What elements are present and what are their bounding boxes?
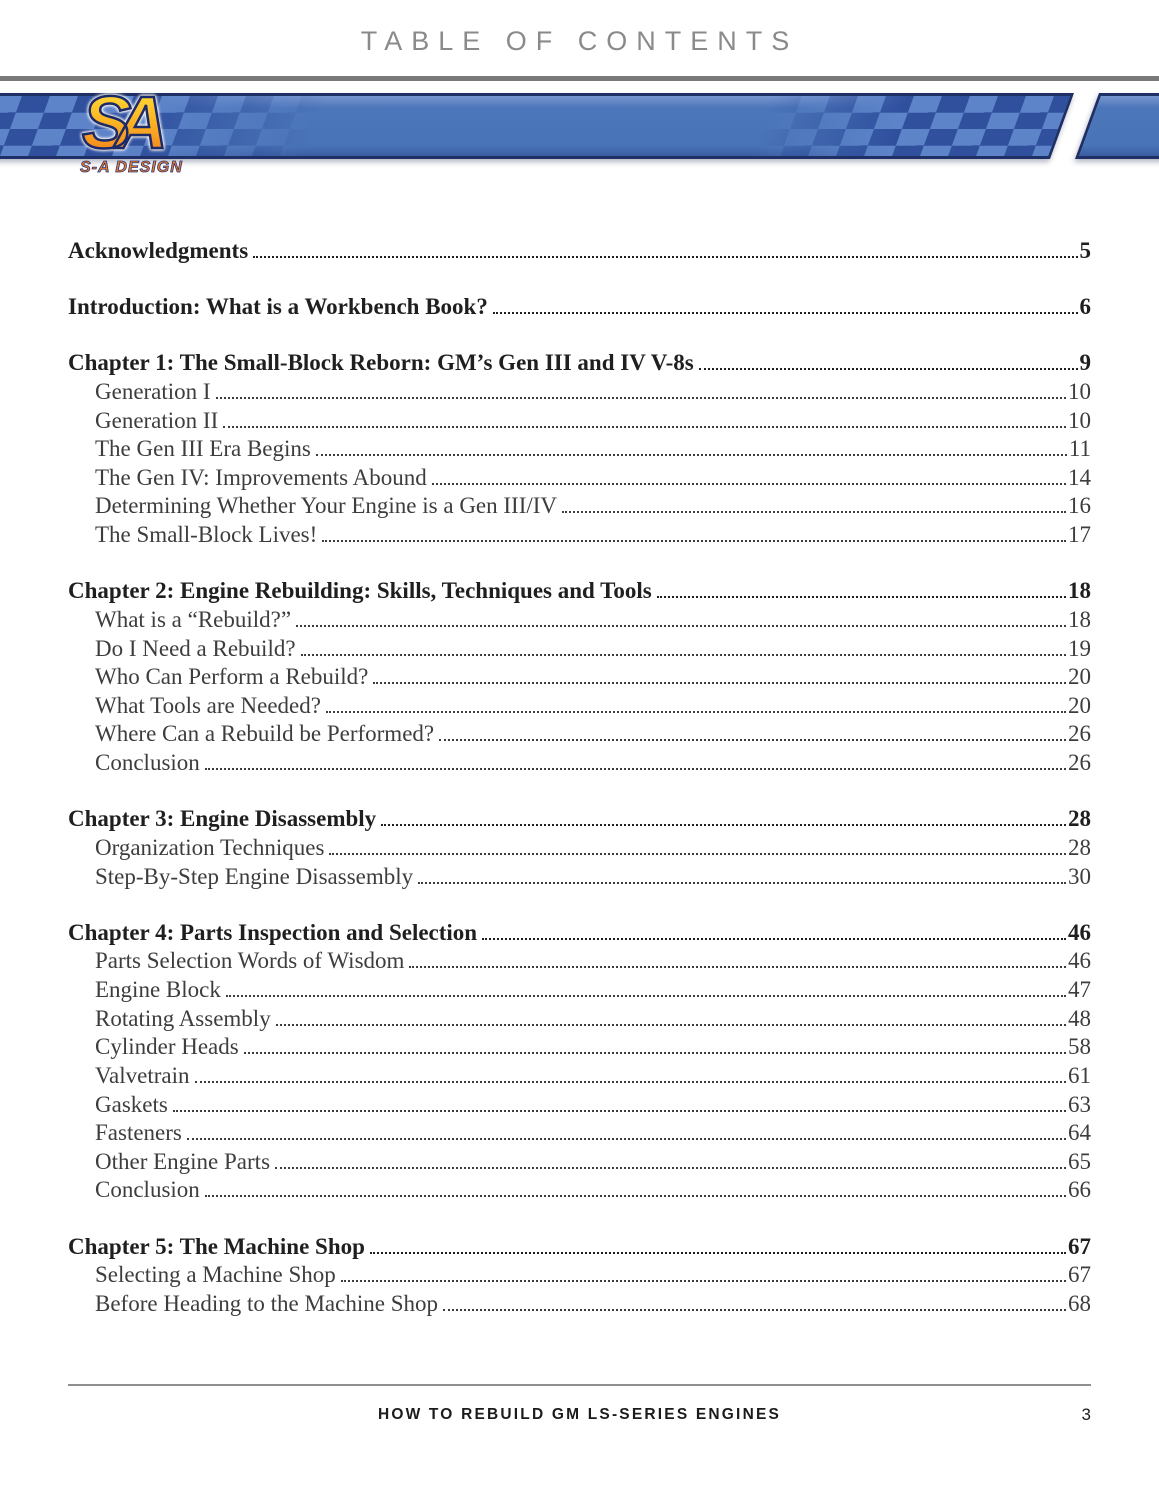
toc-section-chapter-5 [68, 1233, 1091, 1319]
toc-entry-sub [68, 1033, 1091, 1062]
toc-entry-page: 20 [1068, 692, 1091, 718]
toc-entry-page: 14 [1068, 464, 1091, 490]
toc-entry-sub [68, 1091, 1091, 1120]
toc-entry-title: Engine Block [95, 976, 221, 1002]
sa-design-banner [0, 81, 1159, 176]
dot-leader [562, 511, 1066, 513]
toc-entry-sub [68, 1005, 1091, 1034]
header-divider [0, 76, 1159, 81]
toc-entry-page: 26 [1068, 721, 1091, 747]
toc-entry-title: Chapter 4: Parts Inspection and Selection [68, 919, 478, 945]
toc-entry-sub [68, 863, 1091, 892]
toc-entry-title: Chapter 2: Engine Rebuilding: Skills, Techniques and Tools [68, 578, 652, 604]
toc-entry-page: 28 [1068, 834, 1091, 860]
dot-leader [316, 454, 1067, 456]
toc-entry-page: 46 [1068, 948, 1091, 974]
checkered-flag-right [752, 96, 1074, 156]
dot-leader [244, 1052, 1066, 1054]
toc-entry-page: 64 [1068, 1120, 1091, 1146]
toc-entry-page: 10 [1068, 378, 1091, 404]
toc-entry-page: 46 [1068, 919, 1091, 945]
toc-entry-page: 9 [1079, 350, 1091, 376]
toc-entry-title: Fasteners [95, 1120, 182, 1146]
toc-entry-page: 65 [1068, 1148, 1091, 1174]
toc-entry-title: Gaskets [95, 1091, 168, 1117]
toc-section-chapter-4 [68, 919, 1091, 1205]
toc-entry-title: Determining Whether Your Engine is a Gen III/IV [95, 493, 558, 519]
toc-entry-page: 6 [1079, 294, 1091, 320]
toc-entry-title: Chapter 1: The Small-Block Reborn: GM’s Gen III and IV V-8s [68, 350, 694, 376]
toc-entry-introduction [68, 293, 1091, 322]
sa-logo-icon: SA [82, 86, 171, 160]
toc-entry-sub [68, 1176, 1091, 1205]
dot-leader [326, 711, 1066, 713]
toc-entry-title: The Gen IV: Improvements Abound [95, 464, 427, 490]
dot-leader [296, 625, 1066, 627]
dot-leader [322, 540, 1066, 542]
toc-section [68, 237, 1091, 266]
dot-leader [205, 1195, 1066, 1197]
toc-section-chapter-3 [68, 805, 1091, 891]
toc-entry-page: 63 [1068, 1091, 1091, 1117]
toc-entry-page: 16 [1068, 493, 1091, 519]
dot-leader [341, 1280, 1066, 1282]
sa-design-label: S-A DESIGN [80, 159, 183, 176]
toc-entry-chapter [68, 577, 1091, 606]
checkered-flag-left [0, 96, 346, 156]
toc-entry-page: 47 [1068, 976, 1091, 1002]
dot-leader [439, 739, 1066, 741]
toc-entry-page: 18 [1068, 578, 1091, 604]
toc-entry-title: Generation I [95, 378, 211, 404]
toc-entry-title: Valvetrain [95, 1062, 190, 1088]
page-title: TABLE OF CONTENTS [360, 26, 799, 56]
toc-entry-page: 10 [1068, 407, 1091, 433]
toc-entry-acknowledgments [68, 237, 1091, 266]
dot-leader [276, 1024, 1066, 1026]
toc-entry-sub [68, 947, 1091, 976]
toc-entry-sub [68, 435, 1091, 464]
toc-entry-page: 61 [1068, 1062, 1091, 1088]
toc-entry-title: Acknowledgments [68, 238, 249, 263]
toc-entry-page: 18 [1068, 606, 1091, 632]
dot-leader [373, 682, 1066, 684]
dot-leader [275, 1167, 1066, 1169]
toc-entry-sub [68, 1261, 1091, 1290]
toc-entry-title: Parts Selection Words of Wisdom [95, 948, 405, 974]
toc-entry-title: Before Heading to the Machine Shop [95, 1290, 438, 1316]
dot-leader [493, 312, 1078, 314]
toc-entry-title: Other Engine Parts [95, 1148, 271, 1174]
toc-entry-title: Introduction: What is a Workbench Book? [68, 294, 488, 320]
toc-section-chapter-1 [68, 349, 1091, 549]
toc-entry-sub [68, 606, 1091, 635]
dot-leader [187, 1138, 1066, 1140]
toc-entry-page: 28 [1068, 806, 1091, 832]
dot-leader [173, 1110, 1066, 1112]
toc-entry-title: Selecting a Machine Shop [95, 1262, 336, 1288]
dot-leader [432, 483, 1066, 485]
toc-entry-page: 68 [1068, 1290, 1091, 1316]
toc-entry-chapter [68, 349, 1091, 378]
toc-entry-page: 11 [1068, 436, 1091, 462]
dot-leader [418, 882, 1066, 884]
toc-entry-chapter [68, 1233, 1091, 1262]
toc-entry-sub [68, 464, 1091, 493]
toc-entry-title: What Tools are Needed? [95, 692, 321, 718]
toc-entry-title: Generation II [95, 407, 219, 433]
dot-leader [657, 596, 1066, 598]
dot-leader [253, 256, 1077, 258]
toc-entry-title: The Gen III Era Begins [95, 436, 311, 462]
toc-entry-sub [68, 663, 1091, 692]
toc-entry-sub [68, 1119, 1091, 1148]
toc-entry-sub [68, 834, 1091, 863]
toc-section [68, 293, 1091, 322]
toc-entry-title: Do I Need a Rebuild? [95, 635, 296, 661]
toc-entry-sub [68, 976, 1091, 1005]
dot-leader [482, 938, 1066, 940]
toc-entry-page: 66 [1068, 1177, 1091, 1203]
dot-leader [301, 654, 1066, 656]
toc-section-chapter-2 [68, 577, 1091, 777]
toc-entry-title: Cylinder Heads [95, 1034, 239, 1060]
toc-entry-chapter [68, 805, 1091, 834]
toc-entry-page: 67 [1068, 1233, 1091, 1259]
toc-entry-page: 30 [1068, 863, 1091, 889]
dot-leader [216, 397, 1066, 399]
toc-entry-page: 48 [1068, 1005, 1091, 1031]
dot-leader [381, 824, 1066, 826]
toc-entry-sub [68, 521, 1091, 550]
toc-entry-title: Step-By-Step Engine Disassembly [95, 863, 414, 889]
toc-entry-title: Organization Techniques [95, 834, 325, 860]
toc-entry-title: Conclusion [95, 750, 200, 776]
dot-leader [443, 1309, 1066, 1311]
footer-divider [68, 1384, 1091, 1386]
toc-entry-title: Rotating Assembly [95, 1005, 271, 1031]
toc-entry-page: 19 [1068, 635, 1091, 661]
dot-leader [370, 1252, 1066, 1254]
toc-entry-sub [68, 635, 1091, 664]
toc-entry-sub [68, 378, 1091, 407]
toc-entry-sub [68, 720, 1091, 749]
dot-leader [205, 768, 1066, 770]
dot-leader [226, 995, 1066, 997]
dot-leader [329, 853, 1066, 855]
toc-entry-page: 26 [1068, 750, 1091, 776]
toc-entry-title: Chapter 5: The Machine Shop [68, 1233, 365, 1259]
toc-entry-sub [68, 1062, 1091, 1091]
toc-entry-page: 67 [1068, 1262, 1091, 1288]
toc-entry-sub [68, 407, 1091, 436]
footer-page-number: 3 [1081, 1405, 1091, 1424]
dot-leader [195, 1081, 1066, 1083]
toc-entry-chapter [68, 919, 1091, 948]
table-of-contents [68, 237, 1091, 1319]
toc-entry-sub [68, 749, 1091, 778]
toc-entry-title: The Small-Block Lives! [95, 522, 318, 548]
toc-entry-title: Conclusion [95, 1177, 200, 1203]
dot-leader [223, 426, 1066, 428]
toc-entry-sub [68, 1148, 1091, 1177]
toc-entry-title: Where Can a Rebuild be Performed? [95, 721, 435, 747]
toc-entry-title: Who Can Perform a Rebuild? [95, 664, 369, 690]
toc-entry-sub [68, 692, 1091, 721]
toc-entry-page: 58 [1068, 1034, 1091, 1060]
toc-entry-sub [68, 1290, 1091, 1319]
toc-entry-page: 20 [1068, 664, 1091, 690]
toc-entry-title: Chapter 3: Engine Disassembly [68, 806, 377, 832]
toc-entry-title: What is a “Rebuild?” [95, 606, 292, 632]
toc-entry-page: 5 [1079, 238, 1091, 263]
footer-book-title: HOW TO REBUILD GM LS-SERIES ENGINES [377, 1406, 782, 1423]
banner-end-stripe [1075, 93, 1159, 159]
toc-entry-page: 17 [1068, 522, 1091, 548]
toc-entry-sub [68, 492, 1091, 521]
dot-leader [699, 368, 1078, 370]
dot-leader [409, 966, 1066, 968]
